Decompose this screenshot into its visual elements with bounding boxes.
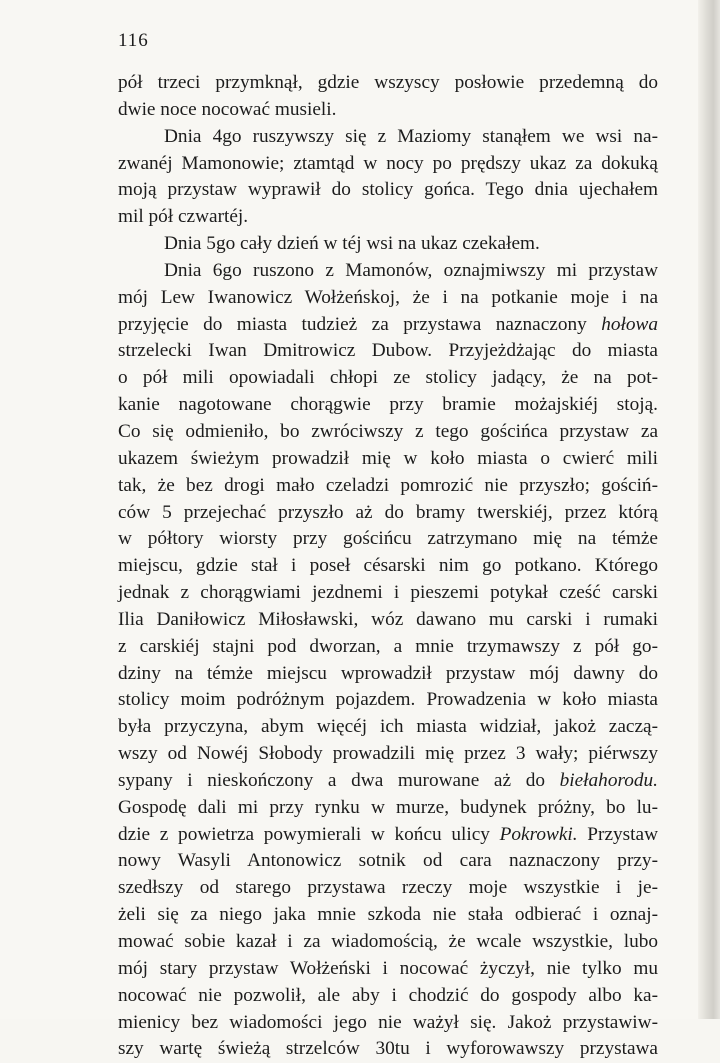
line-text: przyjęcie do miasta tudzież za przystawa naznaczony: [118, 313, 602, 335]
text-line: [118, 634, 658, 661]
text-line: [118, 580, 658, 607]
text-line: [118, 1010, 658, 1037]
line-text: stolicy moim podróżnym pojazdem. Prowadzenia w koło miasta: [118, 689, 658, 711]
line-text: mój stary przystaw Wołżeński i nocować życzył, nie tylko mu: [118, 957, 658, 979]
italic-text: biełahorodu.: [559, 769, 658, 791]
line-text: nowy Wasyli Antonowicz sotnik od cara naznaczony przy-: [118, 850, 658, 872]
line-text: w półtory wiorsty przy gościńcu zatrzymano mię na témże: [118, 528, 658, 550]
line-text: strzelecki Iwan Dmitrowicz Dubow. Przyjeżdżając do miasta: [118, 340, 658, 362]
text-line: [118, 392, 658, 419]
line-text: nocować nie pozwolił, ale aby i chodzić do gospody albo ka-: [118, 984, 658, 1006]
page-number: 116: [118, 30, 149, 51]
text-line: [118, 97, 658, 124]
italic-text: hołowa: [601, 313, 658, 335]
page-edge: [698, 0, 720, 1019]
line-text: szedłszy od starego przystawa rzeczy moje wszystkie i je-: [118, 877, 658, 899]
text-line: [118, 338, 658, 365]
line-text: Dnia 6go ruszono z Mamonów, oznajmiwszy mi przystaw: [164, 259, 658, 281]
text-line: [118, 848, 658, 875]
line-text: Co się odmieniło, bo zwróciwszy z tego gościńca przystaw za: [118, 420, 658, 442]
line-text: Przystaw: [577, 823, 658, 845]
line-text: Gospodę dali mi przy rynku w murze, budynek próżny, bo lu-: [118, 796, 658, 818]
line-text: moją przystaw wyprawił do stolicy gońca. Tego dnia ujechałem: [118, 179, 658, 201]
text-line: [118, 365, 658, 392]
text-line: [118, 983, 658, 1010]
line-text: jednak z chorągwiami jezdnemi i pieszemi potykał cześć carski: [118, 582, 658, 604]
line-text: szy wartę świeżą strzelców 30tu i wyforowawszy przystawa: [118, 1038, 658, 1060]
text-line: [118, 526, 658, 553]
line-text: zwanéj Mamonowie; ztamtąd w nocy po prędszy ukaz za dokuką: [118, 152, 658, 174]
text-line: [118, 177, 658, 204]
line-text: mienicy bez wiadomości jego nie ważył się. Jakoż przystawiw-: [118, 1011, 658, 1033]
text-line: [118, 500, 658, 527]
line-text: tak, że bez drogi mało czeladzi pomrozić nie przyszło; gościń-: [118, 474, 658, 496]
text-line: [118, 661, 658, 688]
text-line: [118, 714, 658, 741]
text-line: [118, 929, 658, 956]
text-line: [118, 553, 658, 580]
text-line: [118, 795, 658, 822]
line-text: Dnia 5go cały dzień w téj wsi na ukaz czekałem.: [164, 233, 540, 255]
line-text: o pół mili opowiadali chłopi ze stolicy jadący, że na pot-: [118, 367, 658, 389]
text-line: [118, 875, 658, 902]
italic-text: Pokrowki.: [499, 823, 578, 845]
text-line: [118, 822, 658, 849]
line-text: mować sobie kazał i za wiadomością, że wcale wszystkie, lubo: [118, 931, 658, 952]
text-line: [118, 902, 658, 929]
text-line: [118, 446, 658, 473]
text-line: [118, 607, 658, 634]
line-text: pół trzeci przymknął, gdzie wszyscy posłowie przedemną do: [118, 72, 658, 93]
line-text: dzie z powietrza powymierali w końcu ulicy: [118, 823, 500, 845]
line-text: z carskiéj stajni pod dworzan, a mnie trzymawszy z pół go-: [118, 635, 658, 657]
text-line: [118, 204, 658, 231]
text-line: [118, 124, 658, 151]
line-text: ców 5 przejechać przyszło aż do bramy twerskiéj, przez którą: [118, 501, 658, 523]
text-line: [118, 70, 658, 97]
line-text: żeli się za niego jaka mnie szkoda nie stała odbierać i oznaj-: [118, 904, 658, 926]
body-text: [118, 70, 658, 1063]
line-text: była przyczyna, abym więcéj ich miasta widział, jakoż zaczą-: [118, 716, 658, 738]
line-text: wszy od Nowéj Słobody prowadzili mię przez 3 wały; piérwszy: [118, 743, 658, 765]
text-line: [118, 687, 658, 714]
text-line: [118, 231, 658, 258]
text-line: [118, 741, 658, 768]
line-text: sypany i nieskończony a dwa murowane aż do: [118, 769, 560, 791]
text-line: [118, 151, 658, 178]
line-text: miejscu, gdzie stał i poseł césarski nim go potkano. Którego: [118, 555, 658, 577]
text-line: [118, 419, 658, 446]
line-text: kanie nagotowane chorągwie przy bramie możajskiéj stoją.: [118, 394, 658, 416]
line-text: ukazem świeżym prowadził mię w koło miasta o cwierć mili: [118, 447, 658, 469]
text-line: [118, 768, 658, 795]
text-line: [118, 1036, 658, 1063]
text-line: [118, 473, 658, 500]
line-text: Ilia Daniłowicz Miłosławski, wóz dawano mu carski i rumaki: [118, 608, 658, 630]
line-text: Dnia 4go ruszywszy się z Maziomy stanąłem we wsi na-: [164, 125, 658, 147]
line-text: dziny na témże miejscu wprowadził przystaw mój dawny do: [118, 662, 658, 684]
line-text: dwie noce nocować musieli.: [118, 98, 337, 120]
line-text: mil pół czwartéj.: [118, 206, 249, 228]
line-text: mój Lew Iwanowicz Wołżeńskoj, że i na potkanie moje i na: [118, 286, 658, 308]
text-line: [118, 956, 658, 983]
text-line: [118, 258, 658, 285]
text-line: [118, 285, 658, 312]
text-line: [118, 312, 658, 339]
